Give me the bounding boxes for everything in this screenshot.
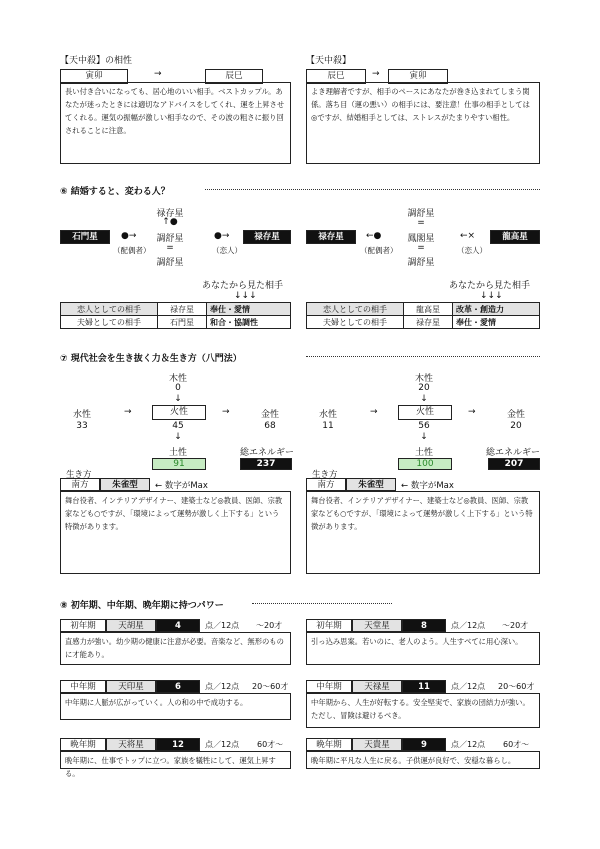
- star: 龍高星: [404, 303, 453, 316]
- age: 60才～: [503, 740, 530, 749]
- role: 夫婦としての相手: [307, 316, 404, 329]
- trait: 改革・創造力: [453, 303, 540, 316]
- s6-left-table: [60, 302, 291, 329]
- period-label: 初年期: [306, 619, 352, 632]
- compat-left-heading: 【天中殺】の相性: [60, 56, 133, 66]
- s7-left-wood: 0: [175, 383, 181, 393]
- s6-left-dot: ●: [169, 217, 178, 227]
- s7-left-max-note: ← 数字がMax: [155, 481, 208, 491]
- section7-divider: [306, 356, 540, 357]
- section6-title: ⑥ 結婚すると、変わる人？: [60, 187, 170, 197]
- s6-right-eq: =: [417, 243, 425, 253]
- star: 天印星: [106, 680, 156, 693]
- s6-left-spouse-label: （配偶者）: [113, 246, 151, 255]
- s6-right-lover-arrow: ←×: [460, 231, 476, 241]
- score: 4: [156, 619, 200, 632]
- s7-left-type: 朱雀型: [100, 478, 150, 491]
- period-label: 晩年期: [306, 738, 352, 751]
- s7-right-arrow-right-1: →: [370, 407, 378, 417]
- age: ～20才: [256, 621, 283, 630]
- table-row: [307, 316, 540, 329]
- s7-right-water-label: 水性: [318, 410, 337, 420]
- s6-right-eq0: =: [417, 218, 425, 228]
- s6-left-eq: =: [166, 243, 174, 253]
- text: 晩年期に、仕事でトップに立つ。家族を犠牲にして、運気上昇する。: [60, 751, 291, 769]
- s7-right-max-note: ← 数字がMax: [401, 481, 454, 491]
- s7-right-earth-label: 土性: [414, 448, 433, 458]
- s6-left-bottom-star: 調舒星: [156, 258, 184, 268]
- period-label: 中年期: [60, 680, 106, 693]
- s7-right-fire-label: 火性: [398, 405, 452, 420]
- compat-left-text: 長い付き合いになっても、居心地のいい相手。ベストカップル。あなたが迷ったときには適切なアドバイスをしてくれ、運を上昇させてくれる。運気の振幅が激しい相手なので、その波の粗さに振り回されることに注意。: [60, 82, 291, 164]
- star: 天貴星: [352, 738, 402, 751]
- table-row: [61, 316, 291, 329]
- compat-right-text: よき理解者ですが、相手のペースにあなたが巻き込まれてしまう関係。落ち目（運の悪い）の相手には、要注意！仕事の相手としては◎ですが、結婚相手としては、ストレスがたまりやすい相性。: [306, 82, 540, 164]
- s7-left-way-label: 生き方: [66, 470, 92, 480]
- role: 恋人としての相手: [61, 303, 158, 316]
- s7-right-water: 11: [322, 421, 334, 431]
- s7-left-total: 237: [240, 458, 292, 470]
- role: 夫婦としての相手: [61, 316, 158, 329]
- compat-right-heading: 【天中殺】: [306, 56, 352, 66]
- table-row: [61, 303, 291, 316]
- compat-right-to: 寅卯: [388, 69, 448, 84]
- period-label: 中年期: [306, 680, 352, 693]
- s6-left-top-star: 禄存星: [156, 209, 184, 219]
- s6-right-lover-label: （恋人）: [457, 246, 487, 255]
- s6-right-self-star: 禄存星: [306, 230, 356, 244]
- s6-left-up-arrow: ↑●: [162, 217, 178, 227]
- section6-divider: [205, 189, 540, 190]
- s6-left-down-arrows: ↓↓↓: [234, 291, 257, 301]
- trait: 奉仕・愛情: [207, 303, 291, 316]
- unit: 点／12点: [451, 682, 486, 691]
- s6-right-spouse-arrow: ←●: [366, 231, 382, 241]
- s7-right-wood-label: 木性: [414, 374, 433, 384]
- compat-right-from: 辰巳: [306, 69, 366, 84]
- s6-right-bottom-star: 調舒星: [407, 258, 435, 268]
- s7-left-arrow-right-2: →: [222, 407, 230, 417]
- trait: 和合・協調性: [207, 316, 291, 329]
- s7-right-direction: 南方: [306, 478, 346, 491]
- s7-right-text: 舞台役者、インテリアデザイナー、建築士など◎教員、医師、宗教家なども○ですが、「環境によって運勢が激しく上下する」という特徴があります。: [306, 491, 540, 574]
- s6-left-lover-label: （恋人）: [212, 246, 242, 255]
- score: 11: [402, 680, 446, 693]
- text: 中年期から、人生が好転する。安全堅実で、家族の団結力が強い。ただし、冒険は避けるべき。: [306, 693, 540, 728]
- s7-right-fire: 56: [418, 421, 430, 431]
- s7-right-arrow-right-2: →: [468, 407, 476, 417]
- text: 晩年期に平凡な人生に戻る。子供運が良好で、安穏な暮らし。: [306, 751, 540, 769]
- score: 8: [402, 619, 446, 632]
- star: 天胡星: [106, 619, 156, 632]
- score: 12: [156, 738, 200, 751]
- s7-right-metal: 20: [510, 421, 522, 431]
- s6-right-down-arrows: ↓↓↓: [480, 291, 503, 301]
- section8-divider: [252, 603, 392, 604]
- s7-left-down-arrow-1: ↓: [174, 394, 182, 404]
- s7-left-direction: 南方: [60, 478, 100, 491]
- s7-left-earth: 91: [152, 458, 206, 470]
- unit: 点／12点: [205, 621, 240, 630]
- s6-right-view-label: あなたから見た相手: [449, 281, 531, 291]
- compat-left-to: 辰巳: [205, 69, 263, 84]
- star: 禄存星: [158, 303, 207, 316]
- s6-left-self-star: 石門星: [60, 230, 110, 244]
- score: 6: [156, 680, 200, 693]
- s7-right-down-arrow-2: ↓: [420, 432, 428, 442]
- s7-right-down-arrow-1: ↓: [420, 394, 428, 404]
- s7-right-wood: 20: [418, 383, 430, 393]
- s7-left-earth-label: 土性: [168, 448, 187, 458]
- age: 20～60才: [498, 682, 535, 691]
- star: 天堂星: [352, 619, 402, 632]
- s7-right-type: 朱雀型: [346, 478, 396, 491]
- s7-left-water-label: 水性: [72, 410, 91, 420]
- section7-title: ⑦ 現代社会を生き抜く力＆生き方（八門法）: [60, 354, 242, 364]
- s7-right-total: 207: [488, 458, 540, 470]
- age: 60才～: [257, 740, 284, 749]
- unit: 点／12点: [451, 621, 486, 630]
- role: 恋人としての相手: [307, 303, 404, 316]
- s7-left-water: 33: [76, 421, 88, 431]
- s7-left-fire: 45: [172, 421, 184, 431]
- s7-left-arrow-right-1: →: [124, 407, 132, 417]
- s6-left-view-label: あなたから見た相手: [202, 281, 284, 291]
- s6-left-lover-arrow: ●→: [214, 231, 230, 241]
- unit: 点／12点: [451, 740, 486, 749]
- text: 中年期に人脈が広がっていく。人の和の中で成功する。: [60, 693, 291, 720]
- s7-left-down-arrow-2: ↓: [174, 432, 182, 442]
- s7-left-metal: 68: [264, 421, 276, 431]
- compat-left-from: 寅卯: [60, 69, 128, 84]
- s6-left-spouse-arrow: ●→: [121, 231, 137, 241]
- period-label: 晩年期: [60, 738, 106, 751]
- s7-right-metal-label: 金性: [506, 410, 525, 420]
- s7-left-wood-label: 木性: [168, 374, 187, 384]
- star: 天禄星: [352, 680, 402, 693]
- s7-left-text: 舞台役者、インテリアデザイナー、建築士など◎教員、医師、宗教家なども○ですが、「環境によって運勢が激しく上下する」という特徴があります。: [60, 491, 291, 574]
- s7-left-total-label: 総エネルギー: [240, 448, 295, 458]
- s7-left-fire-label: 火性: [152, 405, 206, 420]
- s6-right-center-star: 鳳閣星: [407, 234, 435, 244]
- unit: 点／12点: [205, 740, 240, 749]
- star: 禄存星: [404, 316, 453, 329]
- age: 20～60才: [252, 682, 289, 691]
- section8-title: ⑧ 初年期、中年期、晩年期に持つパワー: [60, 601, 224, 611]
- period-label: 初年期: [60, 619, 106, 632]
- s7-left-metal-label: 金性: [260, 410, 279, 420]
- star: 天将星: [106, 738, 156, 751]
- text: 直感力が強い。幼少期の健康に注意が必要。音楽など、無形のものに才能あり。: [60, 632, 291, 665]
- s7-right-earth: 100: [398, 458, 452, 470]
- star: 石門星: [158, 316, 207, 329]
- s6-right-top-star: 調舒星: [407, 209, 435, 219]
- table-row: [307, 303, 540, 316]
- s6-left-partner-star: 禄存星: [243, 230, 291, 244]
- age: ～20才: [502, 621, 529, 630]
- s6-left-center-star: 調舒星: [156, 234, 184, 244]
- trait: 奉仕・愛情: [453, 316, 540, 329]
- compat-right-arrow: →: [372, 69, 380, 79]
- s7-right-way-label: 生き方: [312, 470, 338, 480]
- compat-left-arrow: →: [154, 69, 162, 79]
- s6-right-partner-star: 龍高星: [490, 230, 540, 244]
- s7-right-total-label: 総エネルギー: [486, 448, 541, 458]
- score: 9: [402, 738, 446, 751]
- text: 引っ込み思案。若いのに、老人のよう。人生すべてに用心深い。: [306, 632, 540, 665]
- s6-right-spouse-label: （配偶者）: [360, 246, 398, 255]
- unit: 点／12点: [205, 682, 240, 691]
- s6-right-table: [306, 302, 540, 329]
